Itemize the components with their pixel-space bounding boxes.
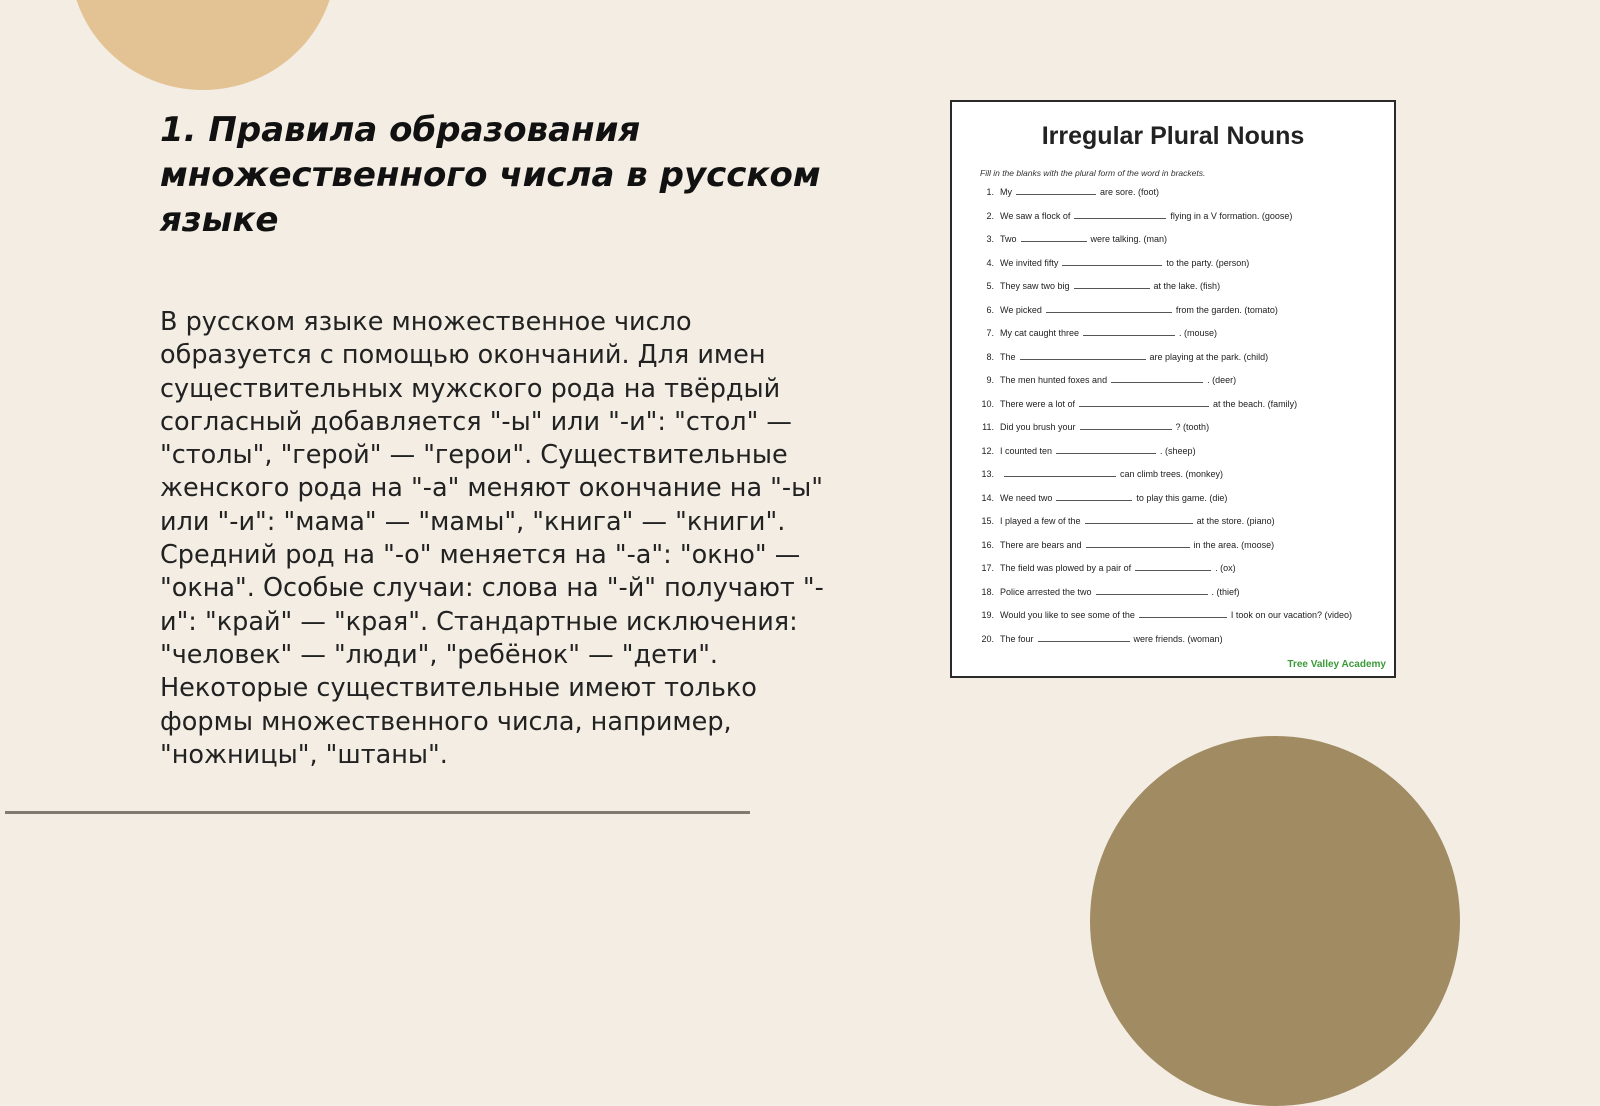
worksheet-item-prefix: We need two: [1000, 492, 1053, 503]
worksheet-item: [952, 466, 1394, 482]
worksheet-item: [952, 490, 1394, 506]
worksheet-item-number: 17.: [981, 563, 994, 573]
worksheet-item-text: [1000, 208, 1292, 224]
worksheet-title: Irregular Plural Nouns: [1041, 122, 1305, 150]
worksheet-item-number: 10.: [981, 398, 994, 409]
worksheet-item-prefix: Would you like to see some of the: [1000, 610, 1135, 620]
worksheet-item-suffix: . (sheep): [1160, 445, 1196, 456]
worksheet-item-suffix: ? (tooth): [1175, 422, 1210, 432]
worksheet-instructions: Fill in the blanks with the plural form of the word in brackets.: [980, 168, 1206, 178]
worksheet-item-prefix: My cat caught three: [1000, 328, 1080, 338]
worksheet-item-number: 20.: [981, 633, 994, 644]
worksheet-item-number: 11.: [982, 422, 994, 432]
worksheet-item: [952, 255, 1394, 271]
worksheet-blank-line: [1038, 631, 1130, 642]
worksheet-item-prefix: There are bears and: [1000, 539, 1082, 550]
worksheet-item-suffix: at the lake. (fish): [1153, 281, 1221, 291]
worksheet-item-suffix: I took on our vacation? (video): [1230, 610, 1352, 620]
worksheet-item-suffix: . (deer): [1207, 375, 1237, 385]
worksheet-item: [952, 302, 1394, 318]
worksheet-item: [952, 584, 1394, 600]
worksheet-item-prefix: Police arrested the two: [1000, 586, 1092, 597]
worksheet-item-suffix: flying in a V formation. (goose): [1170, 210, 1293, 221]
worksheet-item-text: [1000, 278, 1220, 294]
worksheet-item-text: [1000, 607, 1352, 623]
worksheet-item-suffix: were friends. (woman): [1133, 633, 1223, 644]
worksheet-item: [952, 231, 1394, 247]
worksheet-item-prefix: They saw two big: [1000, 281, 1070, 291]
worksheet-item-number: 1.: [986, 187, 994, 197]
worksheet-item-prefix: There were a lot of: [1000, 398, 1076, 409]
worksheet-item: [952, 631, 1394, 647]
worksheet-item-text: [1000, 231, 1167, 247]
worksheet-item-suffix: can climb trees. (monkey): [1120, 469, 1224, 479]
worksheet-item-number: 9.: [986, 375, 994, 385]
worksheet-blank-line: [1056, 443, 1156, 454]
worksheet-item: [952, 372, 1394, 388]
worksheet-item-text: [1000, 372, 1236, 388]
worksheet-item-prefix: I played a few of the: [1000, 516, 1081, 526]
slide-title: 1. Правила образования множественного числа в русском языке: [160, 110, 821, 240]
worksheet-item-prefix: We saw a flock of: [1000, 210, 1071, 221]
worksheet-blank-line: [1111, 372, 1203, 383]
worksheet-item-prefix: The men hunted foxes and: [1000, 375, 1108, 385]
worksheet-item-text: [1000, 255, 1249, 271]
worksheet-item: [952, 560, 1394, 576]
worksheet-item-prefix: My: [1000, 187, 1012, 197]
worksheet-item-prefix: I counted ten: [1000, 445, 1053, 456]
worksheet-item-suffix: to the party. (person): [1166, 257, 1250, 268]
worksheet-blank-line: [1074, 208, 1166, 219]
worksheet-item-prefix: The four: [1000, 633, 1034, 644]
worksheet-item-text: [1000, 325, 1217, 341]
worksheet-item-number: 12.: [981, 445, 994, 456]
worksheet-item: [952, 537, 1394, 553]
worksheet-item-number: 19.: [981, 610, 994, 620]
worksheet-item-text: [1000, 443, 1196, 459]
worksheet-item-text: [1000, 396, 1297, 412]
worksheet-blank-line: [1062, 255, 1162, 266]
worksheet-blank-line: [1135, 560, 1211, 571]
worksheet-item-text: [1000, 537, 1274, 553]
worksheet-item-prefix: The: [1000, 351, 1016, 362]
worksheet-blank-line: [1004, 466, 1116, 477]
worksheet-item: [952, 396, 1394, 412]
worksheet-blank-line: [1074, 278, 1150, 289]
worksheet-blank-line: [1080, 419, 1172, 430]
worksheet-item-text: [1000, 560, 1236, 576]
worksheet-item-number: 16.: [981, 539, 994, 550]
worksheet-item-number: 7.: [986, 328, 994, 338]
worksheet-item-text: [1000, 302, 1278, 318]
worksheet-blank-line: [1020, 349, 1146, 360]
worksheet-item-number: 5.: [986, 281, 994, 291]
worksheet-blank-line: [1021, 231, 1087, 242]
worksheet-item-suffix: . (thief): [1211, 586, 1240, 597]
worksheet-item-prefix: We picked: [1000, 304, 1042, 315]
worksheet-item: [952, 513, 1394, 529]
slide-body-text: В русском языке множественное число образуется с помощью окончаний. Для имен существительных мужского рода на твёрдый согласный добавляется "-ы" или "-и": "стол" — "столы", "герой" — "герои". Существительные женского рода на "-а" меняют окончание на "-ы" или "-и": "мама" — "мамы", "книга" — "книги". Средний род на "-о" меняется на "-а": "окно" — "окна". Особые случаи: слова на "-й" получают "-и": "край" — "края". Стандартные исключения: "человек" — "люди", "ребёнок" — "дети". Некоторые существительные имеют только формы множественного числа, например, "ножницы", "штаны".: [160, 307, 824, 770]
worksheet-item-suffix: were talking. (man): [1090, 234, 1168, 244]
worksheet-blank-line: [1096, 584, 1208, 595]
worksheet-item: [952, 208, 1394, 224]
worksheet-item-suffix: are sore. (foot): [1100, 187, 1160, 197]
worksheet-item-number: 3.: [986, 234, 994, 244]
worksheet-blank-line: [1056, 490, 1132, 501]
worksheet-blank-line: [1079, 396, 1209, 407]
worksheet-blank-line: [1083, 325, 1175, 336]
worksheet-item-suffix: . (ox): [1215, 563, 1236, 573]
worksheet-blank-line: [1139, 607, 1227, 618]
worksheet-item-suffix: . (mouse): [1179, 328, 1218, 338]
worksheet-item-number: 2.: [986, 210, 994, 221]
worksheet-item-text: [1000, 490, 1227, 506]
worksheet-item-number: 18.: [981, 586, 994, 597]
worksheet-item-text: [1000, 349, 1268, 365]
worksheet-item-suffix: to play this game. (die): [1136, 492, 1228, 503]
worksheet-blank-line: [1046, 302, 1172, 313]
divider-line: [5, 811, 750, 814]
decorative-circle-bottom: [1090, 736, 1460, 1106]
worksheet-item: [952, 443, 1394, 459]
worksheet-item-prefix: Two: [1000, 234, 1017, 244]
worksheet-blank-line: [1086, 537, 1190, 548]
worksheet-item: [952, 325, 1394, 341]
worksheet-item-text: [1000, 513, 1275, 529]
worksheet-item-number: 13.: [981, 469, 994, 479]
worksheet-item-number: 14.: [981, 492, 994, 503]
worksheet-item-suffix: at the store. (piano): [1196, 516, 1275, 526]
worksheet-item-number: 8.: [986, 351, 994, 362]
worksheet-item-number: 4.: [986, 257, 994, 268]
worksheet-item-text: [1000, 419, 1209, 435]
worksheet-item-suffix: are playing at the park. (child): [1149, 351, 1269, 362]
worksheet-item-text: [1000, 184, 1159, 200]
worksheet-item-prefix: Did you brush your: [1000, 422, 1076, 432]
worksheet-item-suffix: from the garden. (tomato): [1175, 304, 1278, 315]
worksheet-item: [952, 419, 1394, 435]
worksheet-item-number: 6.: [986, 304, 994, 315]
worksheet-item-number: 15.: [981, 516, 994, 526]
worksheet-item-prefix: The field was plowed by a pair of: [1000, 563, 1132, 573]
worksheet-item-text: [1000, 584, 1240, 600]
worksheet-item: [952, 607, 1394, 623]
worksheet-item-suffix: in the area. (moose): [1193, 539, 1275, 550]
worksheet-image: [950, 100, 1396, 678]
worksheet-item-text: [1000, 466, 1223, 482]
worksheet-item-text: [1000, 631, 1223, 647]
worksheet-footer-logo: Tree Valley Academy: [1287, 659, 1386, 670]
worksheet-blank-line: [1085, 513, 1193, 524]
worksheet-item-suffix: at the beach. (family): [1213, 398, 1298, 409]
worksheet-item: [952, 349, 1394, 365]
worksheet-blank-line: [1016, 184, 1096, 195]
decorative-circle-top: [70, 0, 336, 90]
worksheet-item: [952, 278, 1394, 294]
worksheet-item: [952, 184, 1394, 200]
worksheet-item-prefix: We invited fifty: [1000, 257, 1059, 268]
